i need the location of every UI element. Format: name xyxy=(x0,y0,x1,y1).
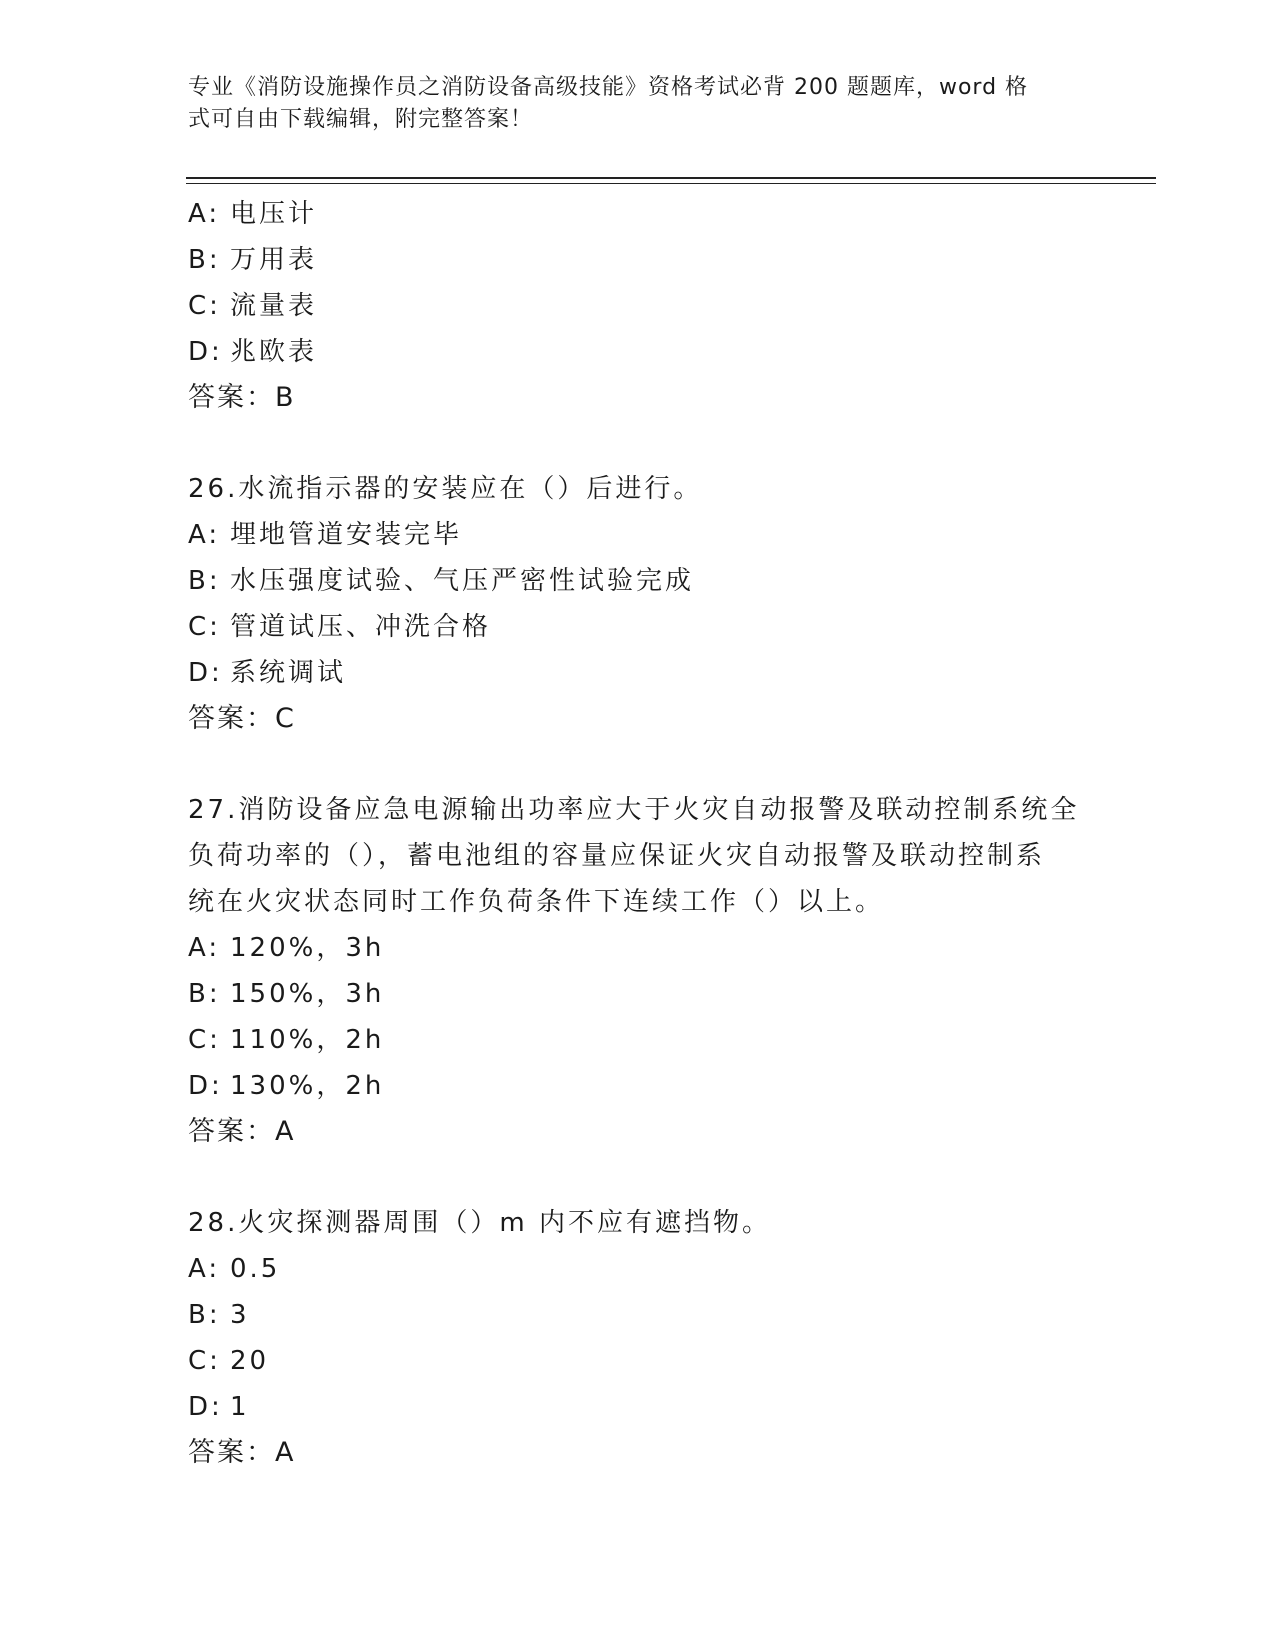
option-text: 水压强度试验、气压严密性试验完成 xyxy=(230,566,695,596)
answer-line: 答案：A xyxy=(188,1116,296,1147)
question-25 xyxy=(188,191,1088,421)
option-key: A: xyxy=(188,1254,221,1284)
option-text: 3 xyxy=(230,1300,250,1330)
option-c xyxy=(188,1338,1088,1384)
question-stem-line-1: 27.消防设备应急电源输出功率应大于火灾自动报警及联动控制系统全 xyxy=(188,795,1080,825)
option-key: D: xyxy=(188,1071,223,1101)
answer-line: 答案：B xyxy=(188,382,296,413)
answer-line: 答案：C xyxy=(188,703,296,734)
question-27 xyxy=(188,787,1088,1155)
option-c xyxy=(188,604,1088,650)
option-key: A: xyxy=(188,520,221,550)
question-stem: 26.水流指示器的安装应在（）后进行。 xyxy=(188,474,703,504)
document-header xyxy=(188,72,1088,136)
option-key: B: xyxy=(188,979,221,1009)
option-key: A: xyxy=(188,199,221,229)
option-a xyxy=(188,925,1088,971)
option-d xyxy=(188,1384,1088,1430)
question-stem: 28.火灾探测器周围（）m 内不应有遮挡物。 xyxy=(188,1208,771,1238)
option-b xyxy=(188,1292,1088,1338)
option-key: D: xyxy=(188,337,223,367)
option-key: B: xyxy=(188,566,221,596)
question-list xyxy=(188,191,1088,1476)
option-key: A: xyxy=(188,933,221,963)
option-text: 埋地管道安装完毕 xyxy=(230,520,463,550)
question-stem-line-3: 统在火灾状态同时工作负荷条件下连续工作（）以上。 xyxy=(188,887,885,917)
option-text: 0.5 xyxy=(230,1254,281,1284)
header-line-2: 式可自由下载编辑，附完整答案！ xyxy=(188,107,534,132)
option-key: C: xyxy=(188,1346,221,1376)
option-key: D: xyxy=(188,1392,223,1422)
option-text: 110%，2h xyxy=(230,1025,385,1055)
option-key: B: xyxy=(188,1300,221,1330)
spacer xyxy=(188,1155,1088,1200)
option-text: 20 xyxy=(230,1346,270,1376)
header-line-1: 专业《消防设施操作员之消防设备高级技能》资格考试必背 200 题题库，word 格 xyxy=(188,75,1029,100)
option-key: D: xyxy=(188,658,223,688)
option-text: 管道试压、冲洗合格 xyxy=(230,612,492,642)
option-a xyxy=(188,191,1088,237)
option-a xyxy=(188,1246,1088,1292)
header-rule-thin xyxy=(186,183,1156,184)
option-text: 电压计 xyxy=(230,199,318,229)
option-b xyxy=(188,237,1088,283)
option-text: 150%，3h xyxy=(230,979,385,1009)
option-b xyxy=(188,558,1088,604)
spacer xyxy=(188,742,1088,787)
answer-line: 答案：A xyxy=(188,1437,296,1468)
option-d xyxy=(188,1063,1088,1109)
option-d xyxy=(188,650,1088,696)
option-text: 万用表 xyxy=(230,245,318,275)
option-b xyxy=(188,971,1088,1017)
option-c xyxy=(188,283,1088,329)
spacer xyxy=(188,421,1088,466)
option-text: 120%，3h xyxy=(230,933,385,963)
header-rule-thick xyxy=(186,177,1156,179)
option-c xyxy=(188,1017,1088,1063)
option-d xyxy=(188,329,1088,375)
option-key: C: xyxy=(188,291,221,321)
option-key: C: xyxy=(188,1025,221,1055)
option-key: C: xyxy=(188,612,221,642)
option-key: B: xyxy=(188,245,221,275)
question-28 xyxy=(188,1200,1088,1476)
option-text: 兆欧表 xyxy=(230,337,318,367)
option-text: 1 xyxy=(230,1392,250,1422)
question-stem-line-2: 负荷功率的（），蓄电池组的容量应保证火灾自动报警及联动控制系 xyxy=(188,841,1046,871)
option-a xyxy=(188,512,1088,558)
option-text: 流量表 xyxy=(230,291,318,321)
option-text: 130%，2h xyxy=(230,1071,385,1101)
option-text: 系统调试 xyxy=(230,658,347,688)
question-26 xyxy=(188,466,1088,742)
